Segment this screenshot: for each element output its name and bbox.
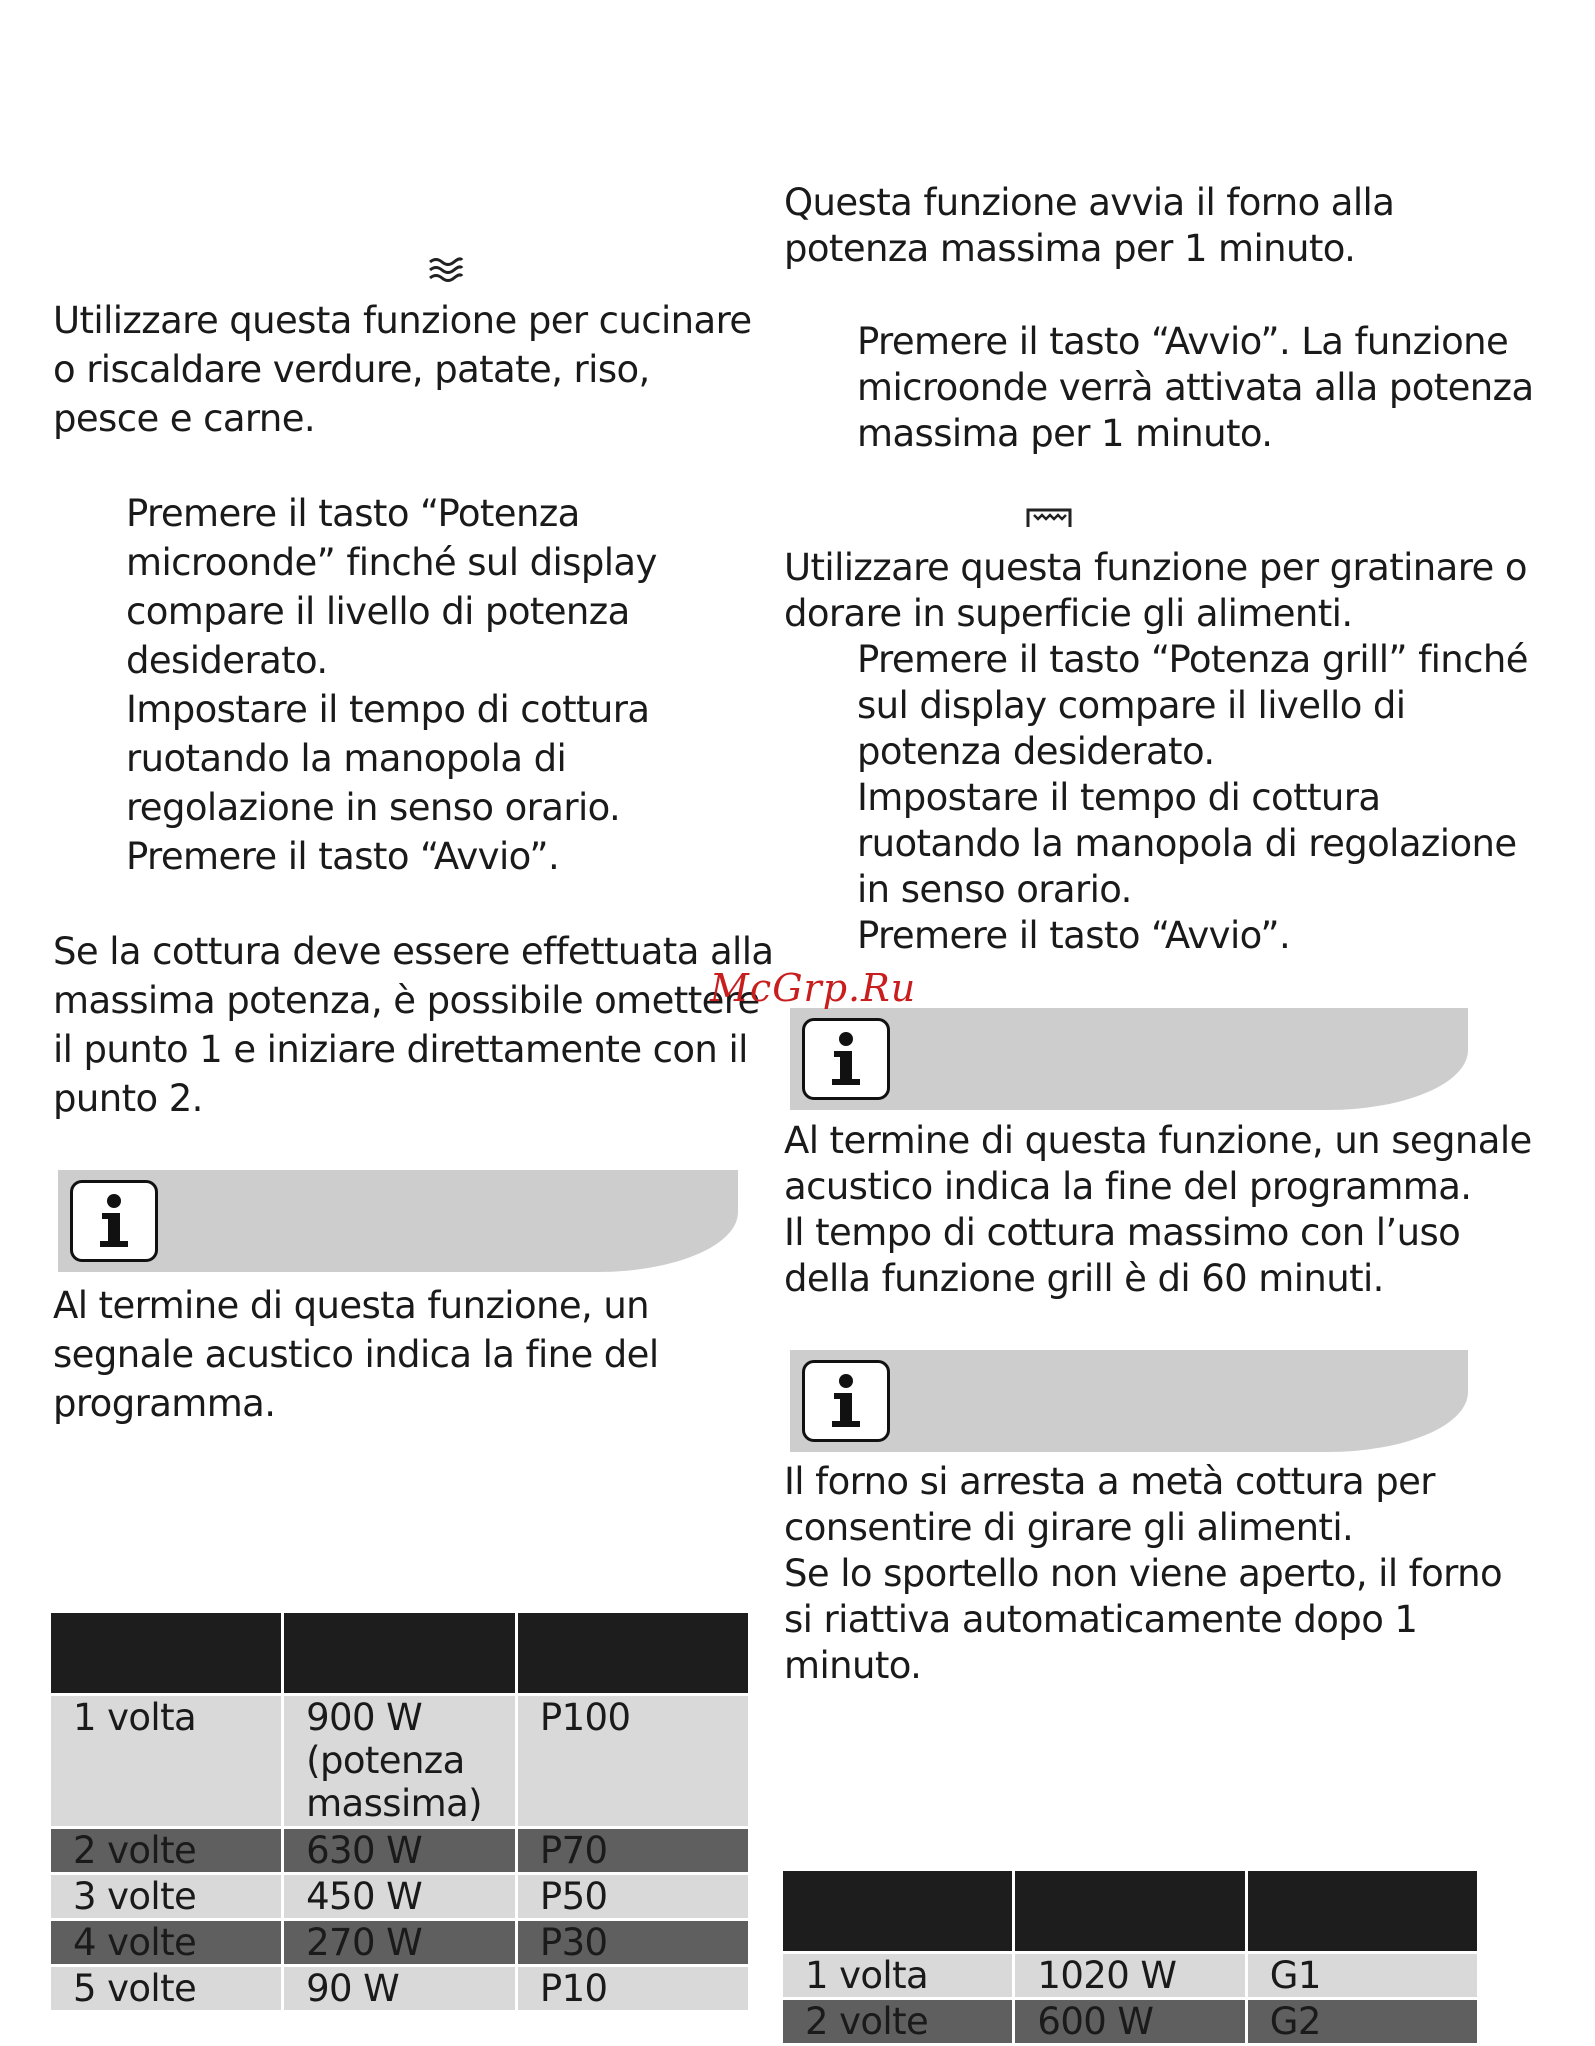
info-icon xyxy=(802,1018,890,1100)
table-row: 1 volta 1020 W G1 xyxy=(783,1954,1477,1997)
microwave-power-table xyxy=(48,1610,751,2013)
microwave-intro: Utilizzare questa funzione per cucinare o riscaldare verdure, patate, riso, pesce e carne. xyxy=(53,299,752,440)
max-power-note: Se la cottura deve essere effettuata alla massima potenza, è possibile omettere il punto 1 e iniziare direttamente con il punto 2. xyxy=(53,930,774,1120)
grill-intro: Utilizzare questa funzione per gratinare o dorare in superficie gli alimenti. xyxy=(784,546,1527,635)
table-row: 5 volte 90 W P10 xyxy=(51,1967,748,2010)
quick-start-intro: Questa funzione avvia il forno alla potenza massima per 1 minuto. xyxy=(784,181,1395,270)
info-text-right-2: Il forno si arresta a metà cottura per consentire di girare gli alimenti. Se lo sportello non viene aperto, il forno si riattiva automaticamente dopo 1 minuto. xyxy=(784,1460,1502,1687)
info-text-right-1: Al termine di questa funzione, un segnale acustico indica la fine del programma. Il tempo di cottura massimo con l’uso della funzione grill è di 60 minuti. xyxy=(784,1119,1532,1300)
table-row: 3 volte 450 W P50 xyxy=(51,1875,748,1918)
info-bar-right-1 xyxy=(790,1008,1468,1110)
table-row: 1 volta 900 W (potenza massima) P100 xyxy=(51,1696,748,1826)
info-icon xyxy=(70,1180,158,1262)
grill-steps: Premere il tasto “Potenza grill” finché sul display compare il livello di potenza desiderato. Impostare il tempo di cottura ruotando la manopola di regolazione in senso orario. Premere il tasto “Avvio”. xyxy=(857,638,1528,957)
quick-start-step: Premere il tasto “Avvio”. La funzione microonde verrà attivata alla potenza massima per 1 minuto. xyxy=(857,320,1534,455)
watermark: McGrp.Ru xyxy=(710,966,917,1010)
grill-power-table xyxy=(780,1868,1480,2046)
info-icon xyxy=(802,1360,890,1442)
grill-icon xyxy=(1026,507,1072,529)
info-bar-right-2 xyxy=(790,1350,1468,1452)
info-text-left: Al termine di questa funzione, un segnale acustico indica la fine del programma. xyxy=(53,1284,659,1425)
microwave-waves-icon xyxy=(428,256,464,284)
table-header xyxy=(51,1613,748,1693)
microwave-steps: Premere il tasto “Potenza microonde” finché sul display compare il livello di potenza desiderato. Impostare il tempo di cottura ruotando la manopola di regolazione in senso orario. Premere il tasto “Avvio”. xyxy=(126,492,657,878)
table-row: 2 volte 600 W G2 xyxy=(783,2000,1477,2043)
table-row: 2 volte 630 W P70 xyxy=(51,1829,748,1872)
table-row: 4 volte 270 W P30 xyxy=(51,1921,748,1964)
table-header xyxy=(783,1871,1477,1951)
info-bar-left xyxy=(58,1170,738,1272)
